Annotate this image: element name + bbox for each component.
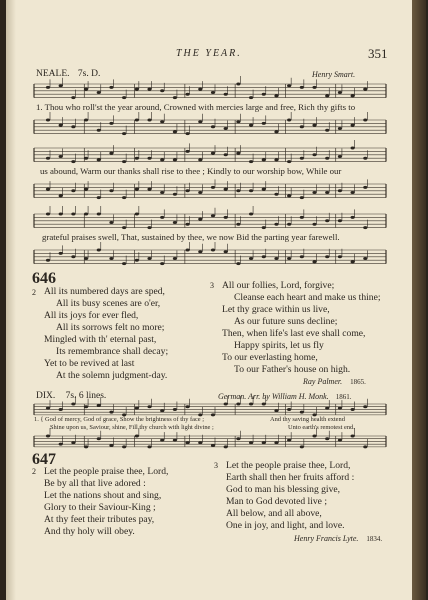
note-head bbox=[122, 160, 126, 163]
note-head bbox=[186, 405, 190, 408]
note-head bbox=[262, 188, 266, 191]
note-head bbox=[147, 405, 151, 408]
tune-lyric-line: us abound, Warm our thanks shall rise to thee ; Kindly to our worship bow, While our bbox=[40, 166, 342, 176]
verse-line: Cleanse each heart and make us thine; bbox=[234, 292, 381, 303]
note-head bbox=[198, 250, 202, 253]
note-head bbox=[351, 94, 355, 97]
author-year: 1865. bbox=[350, 378, 366, 386]
note-head bbox=[211, 214, 215, 217]
note-head bbox=[135, 119, 139, 122]
note-head bbox=[59, 155, 63, 158]
verse-line: All our follies, Lord, forgive; bbox=[222, 280, 335, 291]
note-head bbox=[262, 122, 266, 125]
note-head bbox=[160, 191, 164, 194]
note-head bbox=[211, 186, 215, 189]
note-head bbox=[109, 257, 113, 260]
note-head bbox=[224, 127, 228, 130]
note-head bbox=[287, 408, 291, 411]
note-head bbox=[351, 216, 355, 219]
verse-line: All its busy scenes are o'er, bbox=[56, 298, 161, 309]
note-head bbox=[236, 223, 240, 226]
stanza-number: 3 bbox=[210, 281, 214, 290]
note-head bbox=[351, 124, 355, 127]
note-head bbox=[147, 445, 151, 448]
verse-line: At thy feet their tributes pay, bbox=[44, 514, 155, 525]
music-staff-system-3 bbox=[26, 212, 386, 232]
note-head bbox=[84, 157, 88, 160]
note-head bbox=[122, 226, 126, 229]
verse-line: To our everlasting home, bbox=[222, 352, 318, 363]
note-head bbox=[186, 249, 190, 252]
note-head bbox=[351, 408, 355, 411]
stanza-3-lines bbox=[222, 280, 381, 376]
note-head bbox=[59, 84, 63, 87]
tune-title: DIX. bbox=[36, 391, 56, 401]
note-head bbox=[71, 125, 75, 128]
note-head bbox=[198, 88, 202, 91]
note-head bbox=[147, 119, 151, 122]
note-head bbox=[135, 435, 139, 438]
note-head bbox=[160, 89, 164, 92]
note-head bbox=[325, 157, 329, 160]
stanza-number: 2 bbox=[32, 467, 36, 476]
note-head bbox=[325, 407, 329, 410]
composer-credit: Henry Smart. bbox=[312, 70, 356, 79]
note-head bbox=[160, 120, 164, 123]
note-head bbox=[198, 218, 202, 221]
note-head bbox=[224, 445, 228, 448]
page-gutter bbox=[6, 0, 16, 600]
note-head bbox=[262, 93, 266, 96]
note-head bbox=[84, 445, 88, 448]
note-head bbox=[300, 157, 304, 160]
note-head bbox=[249, 124, 253, 127]
note-head bbox=[224, 216, 228, 219]
note-head bbox=[363, 445, 367, 448]
hymn-author bbox=[294, 534, 382, 543]
note-head bbox=[249, 403, 253, 406]
note-head bbox=[135, 407, 139, 410]
note-head bbox=[173, 257, 177, 260]
note-head bbox=[71, 213, 75, 216]
note-head bbox=[173, 193, 177, 196]
note-head bbox=[211, 444, 215, 447]
note-head bbox=[84, 88, 88, 91]
note-head bbox=[59, 124, 63, 127]
note-head bbox=[236, 83, 240, 86]
note-head bbox=[300, 445, 304, 448]
hymn-author bbox=[303, 377, 366, 386]
note-head bbox=[338, 219, 342, 222]
note-head bbox=[46, 213, 50, 216]
note-head bbox=[351, 191, 355, 194]
note-head bbox=[338, 91, 342, 94]
stanza-number: 2 bbox=[32, 288, 36, 297]
tune-lyric-line: grateful praises swell, That, sustained by thee, we now Bid the parting year farewell. bbox=[42, 232, 340, 242]
stanza-2-lines bbox=[44, 466, 168, 538]
note-head bbox=[249, 189, 253, 192]
verse-line: Mingled with th' eternal past, bbox=[44, 334, 157, 345]
tune-lyric-line: 1. { God of mercy, God of grace, Show the brightness of thy face ; bbox=[34, 416, 205, 423]
stanza-3-lines bbox=[226, 460, 354, 532]
note-head bbox=[147, 88, 151, 91]
note-head bbox=[312, 86, 316, 89]
note-head bbox=[287, 439, 291, 442]
note-head bbox=[71, 255, 75, 258]
note-head bbox=[325, 255, 329, 258]
note-head bbox=[300, 411, 304, 414]
verse-line: Be by all that live adored : bbox=[44, 478, 146, 489]
music-staff-system-3b bbox=[26, 248, 386, 268]
note-head bbox=[59, 252, 63, 255]
note-head bbox=[97, 129, 101, 132]
note-head bbox=[122, 132, 126, 135]
note-head bbox=[173, 158, 177, 161]
note-head bbox=[109, 221, 113, 224]
tune-meter: 7s. 6 lines. bbox=[65, 391, 107, 401]
note-head bbox=[160, 409, 164, 412]
tune-lyric-line: 1. Thou who roll'st the year around, Crowned with mercies large and free, Rich thy gifts to bbox=[36, 102, 356, 112]
note-head bbox=[211, 152, 215, 155]
note-head bbox=[249, 96, 253, 99]
note-head bbox=[186, 132, 190, 135]
note-head bbox=[173, 130, 177, 133]
note-head bbox=[363, 257, 367, 260]
note-head bbox=[274, 193, 278, 196]
author-name: Henry Francis Lyte. bbox=[294, 534, 359, 543]
note-head bbox=[363, 405, 367, 408]
note-head bbox=[211, 91, 215, 94]
tune-name bbox=[36, 391, 106, 401]
note-head bbox=[46, 119, 50, 122]
note-head bbox=[122, 445, 126, 448]
note-head bbox=[147, 157, 151, 160]
note-head bbox=[71, 441, 75, 444]
verse-line: Earth shall then her fruits afford : bbox=[226, 472, 355, 483]
verse-line: Let thy grace within us live, bbox=[222, 304, 330, 315]
note-head bbox=[46, 188, 50, 191]
author-year: 1834. bbox=[366, 535, 383, 543]
note-head bbox=[274, 94, 278, 97]
note-head bbox=[249, 441, 253, 444]
note-head bbox=[224, 153, 228, 156]
note-head bbox=[249, 160, 253, 163]
note-head bbox=[186, 93, 190, 96]
tune-meter: 7s. D. bbox=[77, 69, 101, 79]
note-head bbox=[173, 408, 177, 411]
note-head bbox=[186, 189, 190, 192]
note-head bbox=[135, 157, 139, 160]
music-staff-system-1b bbox=[26, 118, 386, 138]
note-head bbox=[262, 441, 266, 444]
note-head bbox=[338, 189, 342, 192]
note-head bbox=[236, 437, 240, 440]
note-head bbox=[325, 219, 329, 222]
page-number: 351 bbox=[368, 46, 388, 61]
note-head bbox=[262, 255, 266, 258]
note-head bbox=[173, 96, 177, 99]
note-head bbox=[46, 407, 50, 410]
note-head bbox=[224, 93, 228, 96]
verse-line: God to man his blessing give, bbox=[226, 484, 341, 495]
note-head bbox=[211, 249, 215, 252]
music-staff-system-2 bbox=[26, 146, 386, 166]
note-head bbox=[122, 262, 126, 265]
music-staff-system-1 bbox=[26, 82, 386, 102]
note-head bbox=[186, 150, 190, 153]
tune-lyric-line: Unto earth's remotest end. bbox=[288, 424, 355, 431]
composer-name: German. Arr. by William H. Monk. bbox=[218, 392, 329, 401]
verse-line: Glory to their Saviour-King ; bbox=[44, 502, 156, 513]
note-head bbox=[46, 157, 50, 160]
note-head bbox=[59, 443, 63, 446]
note-head bbox=[97, 437, 101, 440]
note-head bbox=[160, 158, 164, 161]
note-head bbox=[338, 155, 342, 158]
note-head bbox=[97, 91, 101, 94]
note-head bbox=[287, 194, 291, 197]
note-head bbox=[109, 86, 113, 89]
verse-line: As our future suns decline; bbox=[234, 316, 338, 327]
note-head bbox=[351, 435, 355, 438]
verse-line: All its sorrows felt no more; bbox=[56, 322, 165, 333]
note-head bbox=[186, 441, 190, 444]
note-head bbox=[109, 152, 113, 155]
tune-lyric-line: Shine upon us, Saviour, shine, Fill thy church with light divine ; bbox=[50, 424, 214, 431]
note-head bbox=[71, 189, 75, 192]
note-head bbox=[147, 226, 151, 229]
note-head bbox=[135, 259, 139, 262]
note-head bbox=[160, 439, 164, 442]
note-head bbox=[338, 439, 342, 442]
note-head bbox=[363, 226, 367, 229]
note-head bbox=[262, 226, 266, 229]
note-head bbox=[274, 257, 278, 260]
note-head bbox=[363, 186, 367, 189]
note-head bbox=[287, 223, 291, 226]
book-edge bbox=[412, 0, 426, 600]
note-head bbox=[300, 196, 304, 199]
note-head bbox=[338, 127, 342, 130]
note-head bbox=[59, 408, 63, 411]
note-head bbox=[211, 125, 215, 128]
note-head bbox=[312, 223, 316, 226]
note-head bbox=[338, 255, 342, 258]
note-head bbox=[338, 407, 342, 410]
note-head bbox=[351, 260, 355, 263]
note-head bbox=[262, 403, 266, 406]
verse-line: Its remembrance shall decay; bbox=[56, 346, 169, 357]
note-head bbox=[71, 403, 75, 406]
note-head bbox=[147, 188, 151, 191]
composer-credit bbox=[218, 392, 351, 401]
hymnal-page bbox=[6, 0, 420, 600]
note-head bbox=[274, 441, 278, 444]
note-head bbox=[173, 221, 177, 224]
hymn-number: 646 bbox=[32, 270, 56, 287]
tune-name bbox=[36, 69, 100, 79]
verse-line: Let the nations shout and sing, bbox=[44, 490, 162, 501]
note-head bbox=[236, 152, 240, 155]
note-head bbox=[236, 262, 240, 265]
note-head bbox=[109, 411, 113, 414]
note-head bbox=[97, 158, 101, 161]
note-head bbox=[198, 120, 202, 123]
verse-line: All below, and all above, bbox=[226, 508, 322, 519]
note-head bbox=[160, 262, 164, 265]
note-head bbox=[274, 130, 278, 133]
note-head bbox=[135, 213, 139, 216]
composer-year: 1861. bbox=[335, 393, 352, 401]
note-head bbox=[363, 119, 367, 122]
note-head bbox=[59, 194, 63, 197]
verse-line: All its numbered days are sped, bbox=[44, 286, 165, 297]
note-head bbox=[186, 223, 190, 226]
music-staff-system-4b bbox=[26, 434, 386, 450]
note-head bbox=[135, 188, 139, 191]
verse-line: Then, when life's last eve shall come, bbox=[222, 328, 366, 339]
running-header: THE YEAR. bbox=[176, 48, 242, 59]
note-head bbox=[300, 216, 304, 219]
note-head bbox=[300, 255, 304, 258]
verse-line: And thy holy will obey. bbox=[44, 526, 135, 537]
note-head bbox=[325, 129, 329, 132]
note-head bbox=[147, 257, 151, 260]
note-head bbox=[198, 191, 202, 194]
verse-line: One in joy, and light, and love. bbox=[226, 520, 345, 531]
note-head bbox=[109, 122, 113, 125]
note-head bbox=[312, 191, 316, 194]
note-head bbox=[325, 437, 329, 440]
note-head bbox=[97, 213, 101, 216]
note-head bbox=[300, 86, 304, 89]
tune-lyric-line: And thy saving health extend bbox=[270, 416, 345, 423]
note-head bbox=[224, 403, 228, 406]
note-head bbox=[312, 153, 316, 156]
note-head bbox=[97, 404, 101, 407]
note-head bbox=[236, 403, 240, 406]
note-head bbox=[84, 257, 88, 260]
note-head bbox=[71, 160, 75, 163]
music-staff-system-2b bbox=[26, 182, 386, 202]
note-head bbox=[97, 196, 101, 199]
note-head bbox=[198, 441, 202, 444]
verse-line: Man to God devoted live ; bbox=[226, 496, 327, 507]
note-head bbox=[249, 257, 253, 260]
note-head bbox=[287, 160, 291, 163]
note-head bbox=[46, 259, 50, 262]
note-head bbox=[236, 189, 240, 192]
note-head bbox=[274, 223, 278, 226]
stanza-number: 3 bbox=[214, 461, 218, 470]
note-head bbox=[363, 157, 367, 160]
note-head bbox=[160, 216, 164, 219]
note-head bbox=[173, 439, 177, 442]
note-head bbox=[122, 96, 126, 99]
verse-line: All its joys for ever fled, bbox=[44, 310, 139, 321]
verse-line: To our Father's house on high. bbox=[234, 364, 351, 375]
verse-line: At the solemn judgment-day. bbox=[56, 370, 168, 381]
note-head bbox=[300, 125, 304, 128]
note-head bbox=[287, 84, 291, 87]
note-head bbox=[46, 86, 50, 89]
note-head bbox=[224, 250, 228, 253]
note-head bbox=[84, 213, 88, 216]
note-head bbox=[109, 444, 113, 447]
note-head bbox=[46, 435, 50, 438]
hymn-number: 647 bbox=[32, 451, 56, 468]
note-head bbox=[97, 249, 101, 252]
note-head bbox=[325, 191, 329, 194]
verse-line: Yet to be revived at last bbox=[44, 358, 135, 369]
note-head bbox=[84, 119, 88, 122]
note-head bbox=[224, 188, 228, 191]
note-head bbox=[351, 147, 355, 150]
note-head bbox=[59, 213, 63, 216]
note-head bbox=[312, 260, 316, 263]
note-head bbox=[312, 124, 316, 127]
note-head bbox=[274, 409, 278, 412]
note-head bbox=[198, 158, 202, 161]
note-head bbox=[84, 405, 88, 408]
note-head bbox=[312, 435, 316, 438]
note-head bbox=[262, 158, 266, 161]
note-head bbox=[71, 96, 75, 99]
note-head bbox=[325, 94, 329, 97]
note-head bbox=[122, 196, 126, 199]
note-head bbox=[287, 257, 291, 260]
note-head bbox=[236, 120, 240, 123]
stanza-2-lines bbox=[44, 286, 168, 382]
author-name: Ray Palmer. bbox=[303, 377, 343, 386]
verse-line: Happy spirits, let us fly bbox=[234, 340, 324, 351]
note-head bbox=[287, 119, 291, 122]
note-head bbox=[84, 188, 88, 191]
note-head bbox=[363, 88, 367, 91]
note-head bbox=[249, 213, 253, 216]
note-head bbox=[109, 189, 113, 192]
note-head bbox=[135, 88, 139, 91]
tune-title: NEALE. bbox=[36, 69, 70, 79]
note-head bbox=[274, 158, 278, 161]
note-head bbox=[211, 413, 215, 416]
verse-line: Let the people praise thee, Lord, bbox=[226, 460, 351, 471]
verse-line: Let the people praise thee, Lord, bbox=[44, 466, 169, 477]
